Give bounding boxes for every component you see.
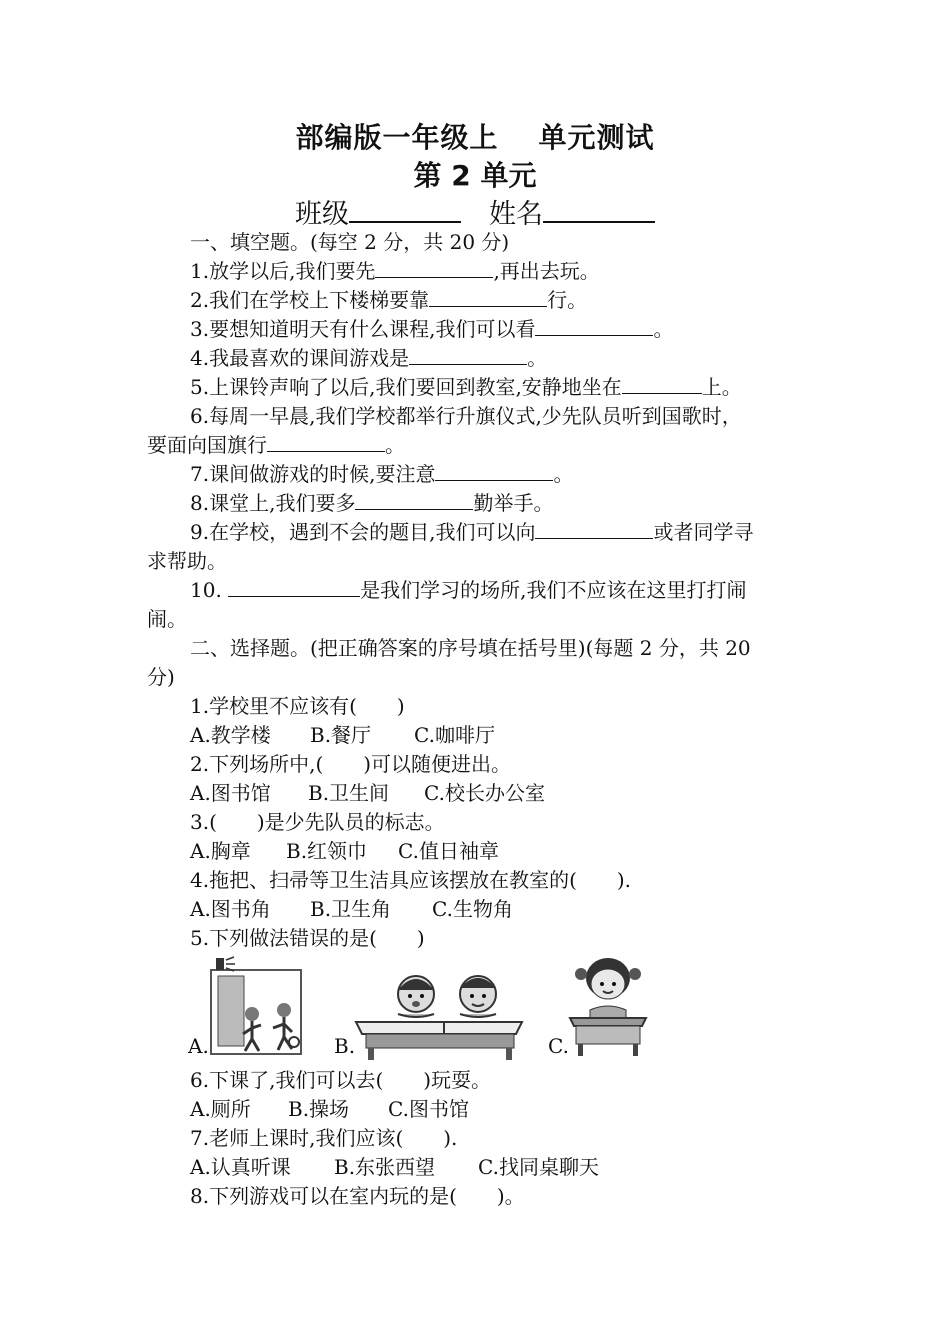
choice-q1-options <box>190 721 495 749</box>
blank[interactable] <box>228 576 360 597</box>
fill-q2: 2.我们在学校上下楼梯要靠 行。 <box>190 288 588 312</box>
fill-q9-cont: 求帮助。 <box>147 549 227 573</box>
option-c[interactable]: C. <box>548 1034 569 1058</box>
choice-q3: 3.( )是少先队员的标志。 <box>190 810 445 834</box>
name-label: 姓名 <box>489 199 543 230</box>
choice-q3-options <box>190 837 499 865</box>
choice-q5-pictures <box>188 956 648 1060</box>
choice-q4: 4.拖把、扫帚等卫生洁具应该摆放在教室的( ). <box>190 868 632 892</box>
option-a[interactable]: A.厕所 <box>190 1097 251 1121</box>
fill-q7: 7.课间做游戏的时候,要注意 。 <box>190 462 574 486</box>
fill-q8: 8.课堂上,我们要多 勤举手。 <box>190 491 554 515</box>
section2-heading: 二、选择题。(把正确答案的序号填在括号里)(每题 2 分，共 20 <box>190 636 751 660</box>
option-c[interactable]: C.生物角 <box>432 897 513 921</box>
option-a[interactable]: A.图书馆 <box>190 781 271 805</box>
option-c[interactable]: C.图书馆 <box>388 1097 469 1121</box>
blank[interactable] <box>375 257 493 278</box>
option-b[interactable]: B.红领巾 <box>286 839 368 863</box>
blank[interactable] <box>535 518 653 539</box>
choice-q2-options <box>190 779 545 807</box>
blank[interactable] <box>435 460 553 481</box>
title-left: 部编版一年级上 <box>295 121 499 154</box>
blank[interactable] <box>409 344 527 365</box>
class-label: 班级 <box>295 199 349 230</box>
blank[interactable] <box>355 489 473 510</box>
option-a[interactable]: A.胸章 <box>190 839 251 863</box>
option-c[interactable]: C.值日袖章 <box>398 839 499 863</box>
option-b[interactable]: B.餐厅 <box>310 723 372 747</box>
doc-title <box>0 116 950 156</box>
blank[interactable] <box>429 286 547 307</box>
choice-q5: 5.下列做法错误的是( ) <box>190 926 425 950</box>
kids-playing-in-corridor-image <box>208 956 304 1056</box>
fill-q9: 9.在学校，遇到不会的题目,我们可以向 或者同学寻 <box>190 520 754 544</box>
option-a[interactable]: A. <box>188 1034 209 1058</box>
option-c[interactable]: C.校长办公室 <box>424 781 545 805</box>
two-kids-at-desk-image <box>354 966 524 1060</box>
choice-q4-options <box>190 895 513 923</box>
choice-q2: 2.下列场所中,( )可以随便进出。 <box>190 752 512 776</box>
section2-heading-cont: 分) <box>147 665 175 689</box>
fill-q1: 1.放学以后,我们要先 ,再出去玩。 <box>190 259 600 283</box>
fill-q5: 5.上课铃声响了以后,我们要回到教室,安静地坐在 上。 <box>190 375 742 399</box>
blank[interactable] <box>535 315 653 336</box>
option-a[interactable]: A.教学楼 <box>190 723 271 747</box>
choice-q1: 1.学校里不应该有( ) <box>190 694 405 718</box>
option-a[interactable]: A.图书角 <box>190 897 271 921</box>
option-b[interactable]: B.操场 <box>288 1097 350 1121</box>
option-b[interactable]: B.东张西望 <box>334 1155 436 1179</box>
class-blank[interactable] <box>349 195 461 223</box>
fill-q4: 4.我最喜欢的课间游戏是 。 <box>190 346 548 370</box>
student-info <box>0 192 950 231</box>
option-c[interactable]: C.咖啡厅 <box>414 723 495 747</box>
title-right: 单元测试 <box>538 121 655 154</box>
fill-q10: 10. 是我们学习的场所,我们不应该在这里打打闹 <box>190 578 747 602</box>
option-a[interactable]: A.认真听课 <box>190 1155 291 1179</box>
choice-q6: 6.下课了,我们可以去( )玩耍。 <box>190 1068 492 1092</box>
choice-q7: 7.老师上课时,我们应该( ). <box>190 1126 458 1150</box>
blank[interactable] <box>622 373 702 394</box>
choice-q8: 8.下列游戏可以在室内玩的是( )。 <box>190 1184 525 1208</box>
choice-q7-options <box>190 1153 599 1181</box>
fill-q10-cont: 闹。 <box>147 607 187 631</box>
option-c[interactable]: C.找同桌聊天 <box>478 1155 599 1179</box>
unit-title: 第 2 单元 <box>413 159 537 192</box>
blank[interactable] <box>267 431 385 452</box>
fill-q3: 3.要想知道明天有什么课程,我们可以看 。 <box>190 317 674 341</box>
section1-heading: 一、填空题。(每空 2 分，共 20 分) <box>190 230 510 254</box>
option-b[interactable]: B. <box>334 1034 356 1058</box>
choice-q6-options <box>190 1095 469 1123</box>
option-b[interactable]: B.卫生间 <box>308 781 390 805</box>
option-b[interactable]: B.卫生角 <box>310 897 392 921</box>
fill-q6: 6.每周一早晨,我们学校都举行升旗仪式,少先队员听到国歌时， <box>190 404 742 428</box>
name-blank[interactable] <box>543 195 655 223</box>
fill-q6-cont: 要面向国旗行 。 <box>147 433 405 457</box>
girl-sitting-at-desk-image <box>566 952 650 1058</box>
